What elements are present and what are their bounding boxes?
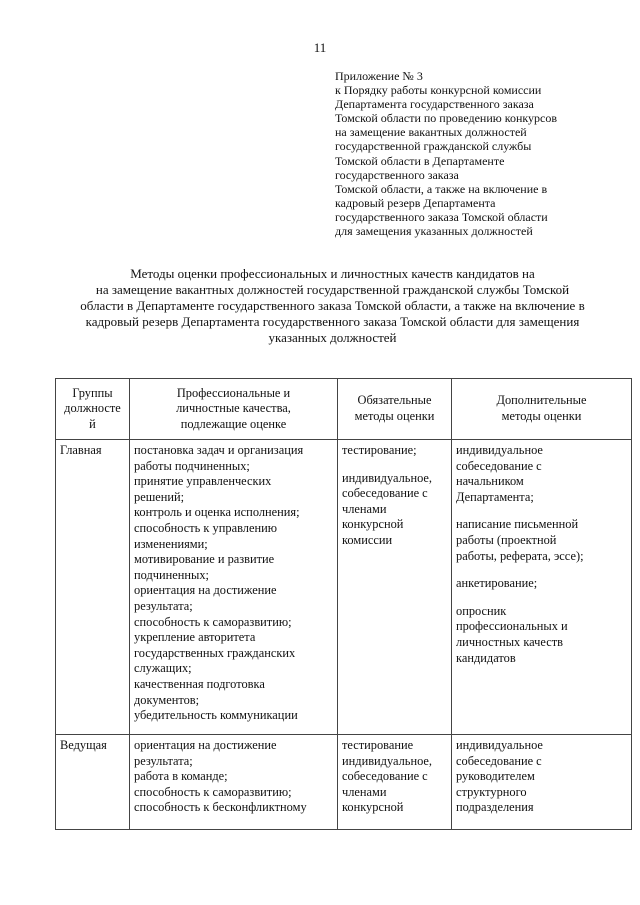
method-line: анкетирование; — [456, 576, 538, 591]
table-header-row — [56, 379, 632, 440]
method-line — [456, 564, 627, 576]
method-line: индивидуальное — [456, 443, 543, 457]
mandatory-methods-cell — [338, 440, 452, 735]
appendix-line: к Порядку работы конкурсной комиссии — [335, 83, 542, 98]
table-row — [56, 735, 632, 830]
method-line: написание письменной — [456, 517, 579, 532]
title-line: на замещение вакантных должностей государственной гражданской службы Томской — [95, 282, 570, 297]
method-line: членами — [342, 784, 387, 799]
quality-line: подчиненных; — [134, 567, 209, 582]
header-line: Группы — [72, 385, 113, 400]
quality-line: результата; — [134, 753, 193, 768]
quality-line: изменениями; — [134, 536, 208, 551]
method-line: индивидуальное — [456, 738, 543, 752]
additional-methods-cell — [452, 735, 632, 830]
mandatory-methods-cell — [338, 735, 452, 830]
method-line: кандидатов — [456, 650, 516, 665]
method-line: руководителем — [456, 769, 535, 784]
method-line: собеседование с — [342, 769, 428, 784]
method-line: собеседование с — [456, 753, 542, 768]
header-line: методы оценки — [501, 409, 582, 423]
methods-table — [55, 378, 632, 830]
method-line: опросник — [456, 603, 507, 618]
qualities-cell — [130, 735, 338, 830]
header-line: Обязательные — [357, 393, 432, 408]
quality-line: ориентация на достижение — [134, 583, 277, 598]
header-line: Профессиональные и — [176, 385, 291, 400]
header-additional-methods — [452, 379, 632, 440]
method-line: конкурсной — [342, 517, 404, 532]
quality-line: укрепление авторитета — [134, 630, 256, 645]
quality-line: способность к саморазвитию; — [134, 614, 292, 629]
quality-line: контроль и оценка исполнения; — [134, 505, 300, 520]
qualities-cell — [130, 440, 338, 735]
quality-line: принятие управленческих — [134, 474, 272, 489]
appendix-line: Приложение № 3 — [335, 69, 423, 83]
quality-line: решений; — [134, 489, 185, 504]
method-line: Департамента; — [456, 489, 534, 504]
method-line: индивидуальное, — [342, 753, 433, 768]
table-row — [56, 440, 632, 735]
method-line: личностных качеств — [456, 634, 563, 649]
header-qualities — [130, 379, 338, 440]
document-title — [40, 266, 625, 346]
quality-line: способность к саморазвитию; — [134, 784, 292, 799]
quality-line: качественная подготовка — [134, 676, 265, 691]
appendix-line: Томской области в Департаменте — [335, 153, 505, 168]
quality-line: государственных гражданских — [134, 645, 296, 660]
header-mandatory-methods — [338, 379, 452, 440]
quality-line: убедительность коммуникации — [134, 708, 298, 723]
appendix-line: на замещение вакантных должностей — [335, 125, 527, 140]
appendix-line: государственного заказа — [335, 167, 459, 182]
method-line: комиссии — [342, 532, 393, 547]
header-line: й — [89, 416, 96, 431]
appendix-line: Департамента государственного заказа — [335, 97, 534, 112]
appendix-note — [335, 69, 605, 238]
quality-line: ориентация на достижение — [134, 738, 277, 752]
appendix-line: кадровый резерв Департамента — [335, 195, 496, 210]
title-line: области в Департаменте государственного заказа Томской области, а также на включение в — [80, 298, 585, 313]
group-cell: Главная — [56, 440, 130, 735]
method-line: начальником — [456, 474, 524, 489]
method-line: работы (проектной — [456, 532, 557, 547]
quality-line: служащих; — [134, 661, 192, 676]
header-line: Дополнительные — [496, 393, 587, 408]
quality-line: результата; — [134, 598, 193, 613]
method-line: собеседование с — [456, 458, 542, 473]
method-line: членами — [342, 501, 387, 516]
method-line — [342, 459, 447, 471]
method-line — [456, 592, 627, 604]
method-line: профессиональных и — [456, 619, 568, 634]
method-line: работы, реферата, эссе); — [456, 548, 584, 563]
header-line: методы оценки — [354, 409, 435, 423]
header-line: должносте — [64, 401, 121, 416]
method-line: структурного — [456, 784, 527, 799]
additional-methods-cell — [452, 440, 632, 735]
header-line: личностные качества, — [176, 401, 291, 416]
method-line: подразделения — [456, 800, 534, 815]
title-line: указанных должностей — [268, 330, 397, 345]
quality-line: работа в команде; — [134, 769, 228, 784]
appendix-line: Томской области по проведению конкурсов — [335, 111, 558, 126]
quality-line: постановка задач и организация — [134, 443, 304, 457]
appendix-line: для замещения указанных должностей — [335, 224, 533, 239]
page-number: 11 — [313, 40, 327, 55]
method-line: конкурсной — [342, 800, 404, 815]
method-line — [456, 505, 627, 517]
quality-line: способность к бесконфликтному — [134, 800, 307, 815]
method-line: тестирование; — [342, 443, 417, 457]
appendix-line: государственного заказа Томской области — [335, 209, 548, 224]
title-line: Методы оценки профессиональных и личностных качеств кандидатов на — [130, 266, 535, 281]
method-line: тестирование — [342, 738, 414, 752]
quality-line: документов; — [134, 692, 200, 707]
header-line: подлежащие оценке — [180, 416, 287, 431]
method-line: собеседование с — [342, 486, 428, 501]
title-line: кадровый резерв Департамента государственного заказа Томской области для замещения — [85, 314, 580, 329]
header-groups — [56, 379, 130, 440]
method-line: индивидуальное, — [342, 470, 433, 485]
group-cell: Ведущая — [56, 735, 130, 830]
quality-line: способность к управлению — [134, 520, 277, 535]
appendix-line: Томской области, а также на включение в — [335, 181, 548, 196]
appendix-line: государственной гражданской службы — [335, 139, 532, 154]
quality-line: мотивирование и развитие — [134, 552, 275, 567]
quality-line: работы подчиненных; — [134, 458, 250, 473]
